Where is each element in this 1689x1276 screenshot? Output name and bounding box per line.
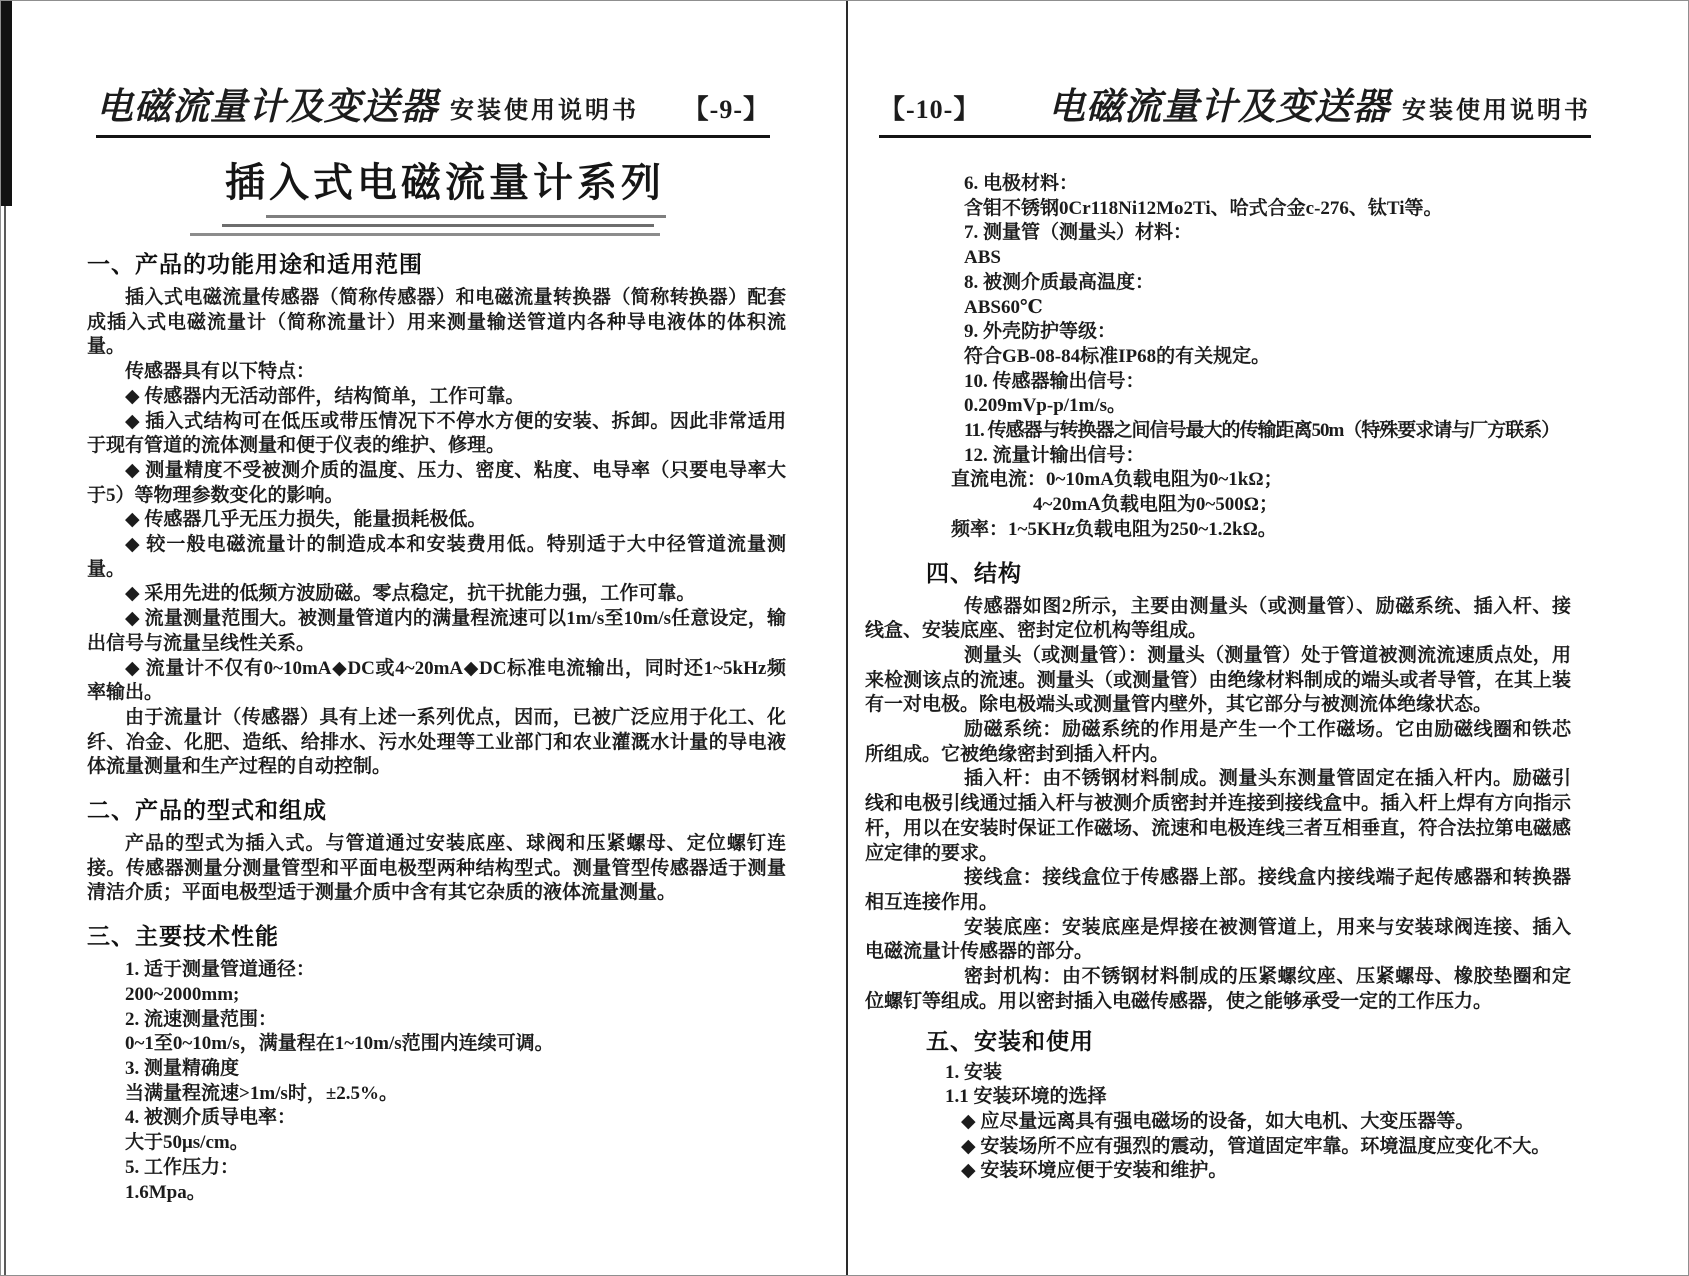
spec-line: ABS60℃	[964, 296, 1043, 318]
sub-item: 1.1 安装环境的选择	[945, 1086, 1107, 1108]
spec-line: 符合GB-08-84标准IP68的有关规定。	[964, 345, 1271, 367]
paragraph: 测量头（或测量管）：测量头（测量管）处于管道被测流流速质点处，用来检测该点的流速。测量头（或测量管）由绝缘材料制成的端头或者导管，在其上装有一对电极。除电极端头或测量管内壁外，其它部分与被测流体绝缘状态。	[865, 644, 1571, 716]
feature-bullet: ◆ 采用先进的低频方波励磁。零点稳定，抗干扰能力强，工作可靠。	[125, 583, 696, 605]
manual-brand-title: 电磁流量计及变送器	[1048, 87, 1390, 128]
spec-line: 2. 流速测量范围：	[125, 1008, 278, 1030]
install-bullet: ◆ 安装场所不应有强烈的震动，管道固定牢靠。环境温度应变化不大。	[961, 1135, 1551, 1157]
paragraph: 接线盒：接线盒位于传感器上部。接线盒内接线端子起传感器和转换器相互连接作用。	[865, 867, 1571, 913]
spec-line: 0.209mVp-p/1m/s。	[964, 395, 1127, 417]
spec-line: 12. 流量计输出信号：	[964, 444, 1145, 466]
feature-bullet: ◆ 插入式结构可在低压或带压情况下不停水方便的安装、拆卸。因此非常适用于现有管道的流体测量和便于仪表的维护、修理。	[87, 410, 786, 457]
scan-left-edge-bar	[1, 1, 12, 206]
paragraph: 传感器具有以下特点：	[125, 361, 316, 383]
paragraph: 插入式电磁流量传感器（简称传感器）和电磁流量转换器（简称转换器）配套成插入式电磁流量计（简称流量计）用来测量输送管道内各种导电液体的体积流量。	[87, 287, 786, 358]
section-2-heading: 二、产品的型式和组成	[87, 797, 327, 824]
series-title: 插入式电磁流量计系列	[225, 160, 665, 205]
spec-line: 直流电流：0~10mA负载电阻为0~1kΩ；	[951, 469, 1283, 491]
manual-brand-title: 电磁流量计及变送器	[96, 87, 438, 128]
spec-line: 7. 测量管（测量头）材料：	[964, 222, 1193, 244]
spec-line: 当满量程流速>1m/s时，±2.5%。	[125, 1082, 399, 1104]
feature-bullet: ◆ 流量测量范围大。被测量管道内的满量程流速可以1m/s至10m/s任意设定，输出信号与流量呈线性关系。	[87, 608, 786, 654]
spec-line: 4. 被测介质导电率：	[125, 1107, 297, 1129]
spec-line: 1.6Mpa。	[125, 1181, 206, 1203]
spec-line: 9. 外壳防护等级：	[964, 321, 1117, 343]
title-underline-rule	[222, 224, 654, 227]
title-underline-rule	[190, 233, 660, 236]
section-1-heading: 一、产品的功能用途和适用范围	[87, 251, 423, 277]
paragraph: 密封机构：由不锈钢材料制成的压紧螺纹座、压紧螺母、橡胶垫圈和定位螺钉等组成。用以密封插入电磁传感器，使之能够承受一定的工作压力。	[865, 966, 1571, 1012]
feature-bullet: ◆ 传感器几乎无压力损失，能量损耗极低。	[125, 509, 487, 531]
paragraph: 传感器如图2所示，主要由测量头（或测量管）、励磁系统、插入杆、接线盒、安装底座、密封定位机构等组成。	[865, 595, 1571, 642]
page-number-10: 【-10-】	[879, 95, 981, 124]
spec-line: 1. 适于测量管道通径：	[125, 959, 316, 981]
spec-line: 含钼不锈钢0Cr118Ni12Mo2Ti、哈式合金c-276、钛Ti等。	[964, 197, 1443, 219]
feature-bullet: ◆ 测量精度不受被测介质的温度、压力、密度、粘度、电导率（只要电导率大于5）等物理参数变化的影响。	[87, 459, 786, 506]
spec-line: 0~1至0~10m/s，满量程在1~10m/s范围内连续可调。	[125, 1033, 554, 1055]
spec-line: 11. 传感器与转换器之间信号最大的传输距离50m（特殊要求请与厂方联系）	[964, 420, 1560, 442]
spec-line: 4~20mA负载电阻为0~500Ω；	[1033, 494, 1279, 516]
page-9-content	[87, 250, 786, 1205]
spec-line: 200~2000mm;	[125, 983, 240, 1005]
title-underline-rule	[266, 215, 666, 218]
title-underline-rules	[96, 215, 770, 236]
page-9	[12, 1, 846, 1275]
spec-line: 频率：1~5KHz负载电阻为250~1.2kΩ。	[951, 518, 1277, 540]
paragraph: 产品的型式为插入式。与管道通过安装底座、球阀和压紧螺母、定位螺钉连接。传感器测量分测量管型和平面电极型两种结构型式。测量管型传感器适于测量清洁介质；平面电极型适于测量介质中含有其它杂质的液体流量测量。	[87, 833, 786, 904]
spec-line: 3. 测量精确度	[125, 1057, 240, 1079]
sub-item: 1. 安装	[945, 1061, 1003, 1083]
page-10	[848, 1, 1689, 1275]
spec-line: 5. 工作压力：	[125, 1156, 240, 1178]
section-5-heading: 五、安装和使用	[926, 1027, 1094, 1054]
spec-line: 大于50μs/cm。	[125, 1132, 249, 1154]
page-9-header	[96, 89, 770, 138]
paragraph: 励磁系统：励磁系统的作用是产生一个工作磁场。它由励磁线圈和铁芯所组成。它被绝缘密封到插入杆内。	[865, 719, 1571, 765]
spec-line: 10. 传感器输出信号：	[964, 370, 1145, 392]
section-4-heading: 四、结构	[926, 559, 1022, 586]
install-bullet: ◆ 安装环境应便于安装和维护。	[961, 1160, 1228, 1182]
section-3-heading: 三、主要技术性能	[87, 923, 279, 950]
feature-bullet: ◆ 较一般电磁流量计的制造成本和安装费用低。特别适于大中径管道流量测量。	[87, 534, 786, 580]
paragraph: 由于流量计（传感器）具有上述一系列优点，因而，已被广泛应用于化工、化纤、冶金、化肥、造纸、给排水、污水处理等工业部门和农业灌溉水计量的导电液体流量测量和生产过程的自动控制。	[87, 706, 786, 778]
install-bullet: ◆ 应尽量远离具有强电磁场的设备，如大电机、大变压器等。	[961, 1110, 1475, 1132]
paragraph: 插入杆：由不锈钢材料制成。测量头东测量管固定在插入杆内。励磁引线和电极引线通过插入杆与被测介质密封并连接到接线盒中。插入杆上焊有方向指示杆，用以在安装时保证工作磁场、流速和电极连线三者互相垂直，符合法拉第电磁感应定律的要求。	[865, 768, 1571, 864]
page-number-9: 【-9-】	[682, 95, 770, 124]
paragraph: 安装底座：安装底座是焊接在被测管道上，用来与安装球阀连接、插入电磁流量计传感器的部分。	[865, 916, 1571, 963]
feature-bullet: ◆ 流量计不仅有0~10mA◆DC或4~20mA◆DC标准电流输出，同时还1~5kHz频率输出。	[87, 657, 786, 704]
spec-line: 8. 被测介质最高温度：	[964, 271, 1155, 293]
spec-line: ABS	[964, 247, 1001, 269]
manual-subtitle: 安装使用说明书	[1402, 97, 1591, 124]
page-10-content	[865, 172, 1571, 1184]
manual-subtitle: 安装使用说明书	[450, 97, 639, 124]
feature-bullet: ◆ 传感器内无活动部件，结构简单，工作可靠。	[125, 385, 525, 407]
page-10-header	[879, 89, 1591, 138]
spec-line: 6. 电极材料：	[964, 173, 1079, 194]
